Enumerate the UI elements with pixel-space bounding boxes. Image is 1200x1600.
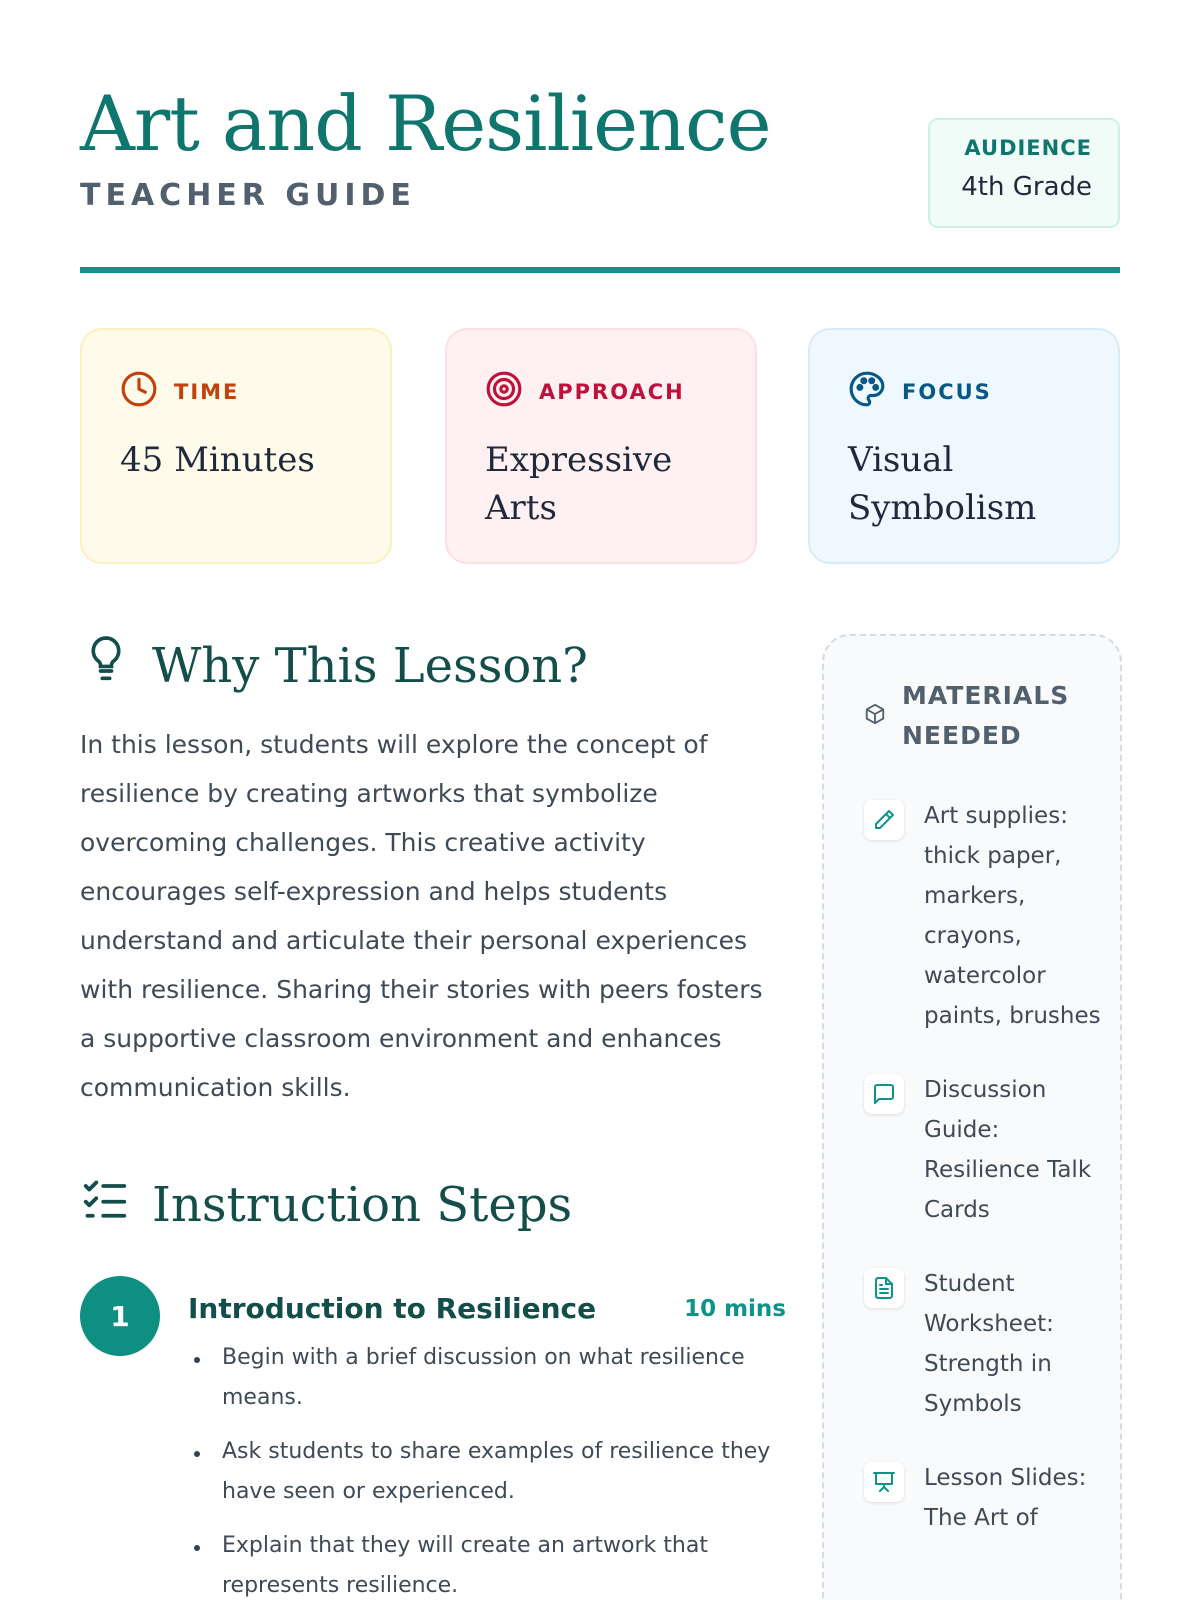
- clock-icon: [120, 370, 158, 413]
- document-icon: [864, 1268, 904, 1308]
- materials-list: [864, 796, 1104, 1572]
- focus-card: [808, 328, 1120, 564]
- material-text: Art supplies: thick paper, markers, crayons, watercolor paints, brushes: [924, 803, 1101, 1029]
- target-icon: [485, 370, 523, 413]
- step-duration: 10 mins: [684, 1296, 786, 1322]
- step-number: 1: [80, 1276, 160, 1356]
- page-title: Art and Resilience: [80, 79, 771, 168]
- steps-title: Instruction Steps: [152, 1177, 573, 1233]
- materials-panel: [822, 634, 1122, 1600]
- time-value: 45 Minutes: [120, 440, 315, 480]
- focus-label: FOCUS: [902, 379, 992, 404]
- why-paragraph: In this lesson, students will explore the concept of resilience by creating artworks that symbolize overcoming challenges. This creative activity encourages self-expression and helps students understand and articulate their personal experiences with resilience. Sharing their stories with peers fosters a supportive classroom environment and enhances communication skills.: [80, 730, 763, 1102]
- steps-section-heading: [82, 1177, 572, 1233]
- step-bullet: Begin with a brief discussion on what resilience means.: [188, 1338, 788, 1418]
- why-title: Why This Lesson?: [152, 638, 588, 694]
- materials-title: MATERIALS NEEDED: [902, 681, 1070, 750]
- focus-value: Visual Symbolism: [848, 440, 1037, 528]
- speech-bubble-icon: [864, 1074, 904, 1114]
- material-item: [864, 1264, 1104, 1424]
- guide-header: [80, 79, 1120, 276]
- approach-value: Expressive Arts: [485, 440, 673, 528]
- material-item: [864, 796, 1104, 1036]
- time-card: [80, 328, 392, 564]
- audience-label: AUDIENCE: [964, 136, 1092, 160]
- presentation-icon: [864, 1462, 904, 1502]
- time-label: TIME: [174, 379, 240, 404]
- material-text: Student Worksheet: Strength in Symbols: [924, 1271, 1054, 1417]
- header-divider: [80, 267, 1120, 273]
- step-bullet: Explain that they will create an artwork that represents resilience.: [188, 1526, 788, 1600]
- step-bullet-list: [188, 1338, 788, 1600]
- material-text: Lesson Slides: The Art of: [924, 1465, 1087, 1531]
- approach-card: [445, 328, 757, 564]
- material-text: Discussion Guide: Resilience Talk Cards: [924, 1077, 1092, 1223]
- material-item: [864, 1458, 1104, 1538]
- step-bullet: Ask students to share examples of resilience they have seen or experienced.: [188, 1432, 788, 1512]
- lightbulb-icon: [84, 634, 128, 698]
- approach-label: APPROACH: [539, 379, 685, 404]
- audience-badge: [928, 118, 1120, 228]
- material-item: [864, 1070, 1104, 1230]
- pencil-icon: [864, 800, 904, 840]
- why-section-heading: [84, 634, 588, 698]
- audience-value: 4th Grade: [961, 172, 1092, 202]
- checklist-icon: [82, 1177, 128, 1233]
- page-subtitle: TEACHER GUIDE: [80, 178, 416, 213]
- box-icon: [864, 703, 886, 730]
- step-title: Introduction to Resilience: [188, 1292, 597, 1325]
- palette-icon: [848, 370, 886, 413]
